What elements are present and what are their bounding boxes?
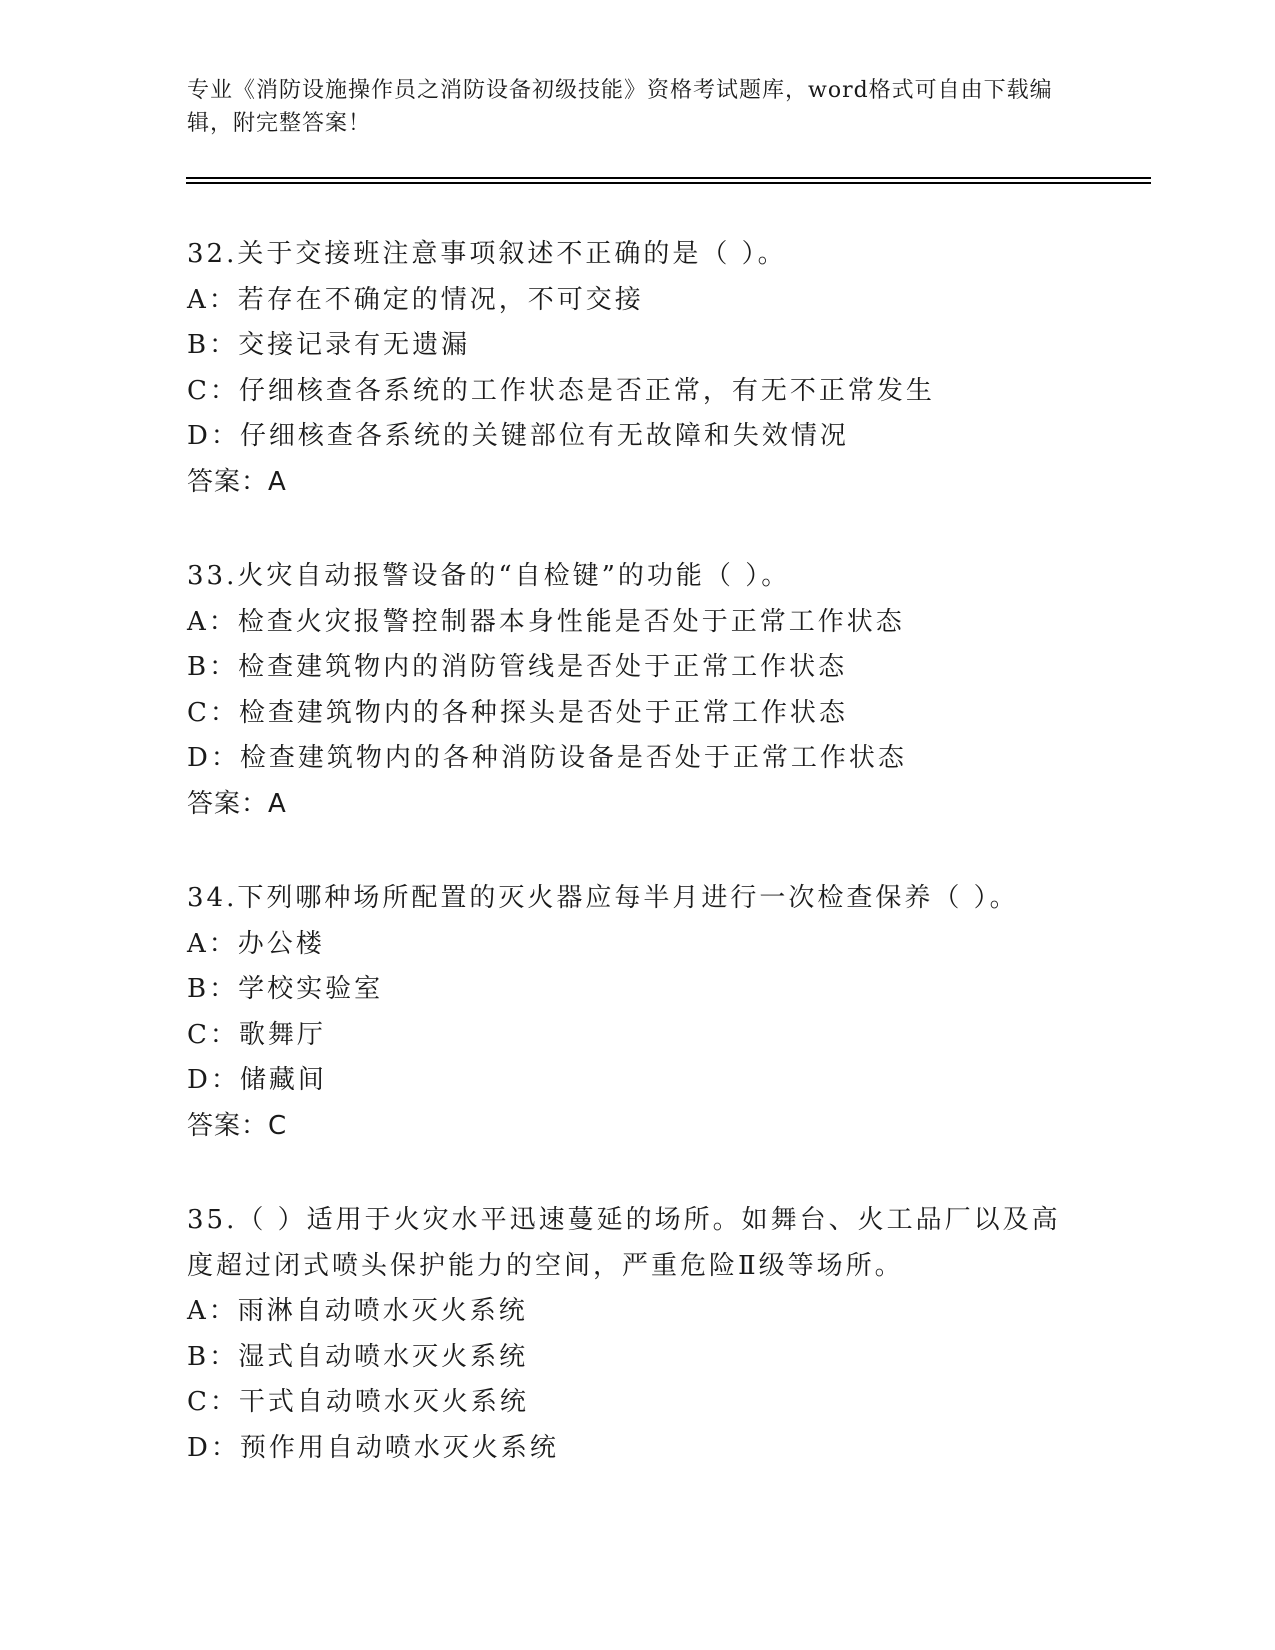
- option-b: B：交接记录有无遗漏: [187, 330, 471, 360]
- question-34: [187, 876, 1087, 1149]
- option-d: D：预作用自动喷水灭火系统: [187, 1432, 559, 1463]
- question-stem: 33.火灾自动报警设备的“自检键”的功能（ ）。: [187, 561, 791, 591]
- option-b: B：学校实验室: [187, 974, 384, 1004]
- question-33: [187, 554, 1087, 827]
- question-stem: 32.关于交接班注意事项叙述不正确的是（ ）。: [187, 239, 787, 269]
- option-a: A：办公楼: [187, 928, 325, 959]
- question-stem: 34.下列哪种场所配置的灭火器应每半月进行一次检查保养（ ）。: [187, 883, 1019, 913]
- option-c: C：检查建筑物内的各种探头是否处于正常工作状态: [187, 697, 848, 728]
- document-intro: 专业《消防设施操作员之消防设备初级技能》资格考试题库，word格式可自由下载编辑，附完整答案！: [187, 78, 1053, 136]
- question-list: [187, 232, 1087, 1520]
- option-b: B：湿式自动喷水灭火系统: [187, 1341, 529, 1372]
- option-d: D：储藏间: [187, 1065, 327, 1095]
- option-c: C：干式自动喷水灭火系统: [187, 1387, 529, 1417]
- question-35: [187, 1198, 1087, 1471]
- option-a: A：检查火灾报警控制器本身性能是否处于正常工作状态: [187, 606, 905, 637]
- answer-line: 答案：A: [187, 466, 287, 497]
- option-d: D：检查建筑物内的各种消防设备是否处于正常工作状态: [187, 743, 907, 773]
- option-d: D：仔细核查各系统的关键部位有无故障和失效情况: [187, 421, 849, 451]
- header-divider-bottom: [186, 182, 1151, 184]
- option-a: A：雨淋自动喷水灭火系统: [187, 1296, 528, 1326]
- option-a: A：若存在不确定的情况，不可交接: [187, 284, 644, 315]
- option-b: B：检查建筑物内的消防管线是否处于正常工作状态: [187, 652, 848, 682]
- option-c: C：歌舞厅: [187, 1019, 326, 1050]
- answer-line: 答案：C: [187, 1110, 288, 1141]
- option-c: C：仔细核查各系统的工作状态是否正常，有无不正常发生: [187, 375, 935, 406]
- answer-line: 答案：A: [187, 788, 287, 819]
- question-stem: 35.（ ）适用于火灾水平迅速蔓延的场所。如舞台、火工品厂以及高度超过闭式喷头保护能力的空间，严重危险Ⅱ级等场所。: [187, 1205, 1061, 1281]
- question-32: [187, 232, 1087, 505]
- header-divider-top: [186, 177, 1151, 179]
